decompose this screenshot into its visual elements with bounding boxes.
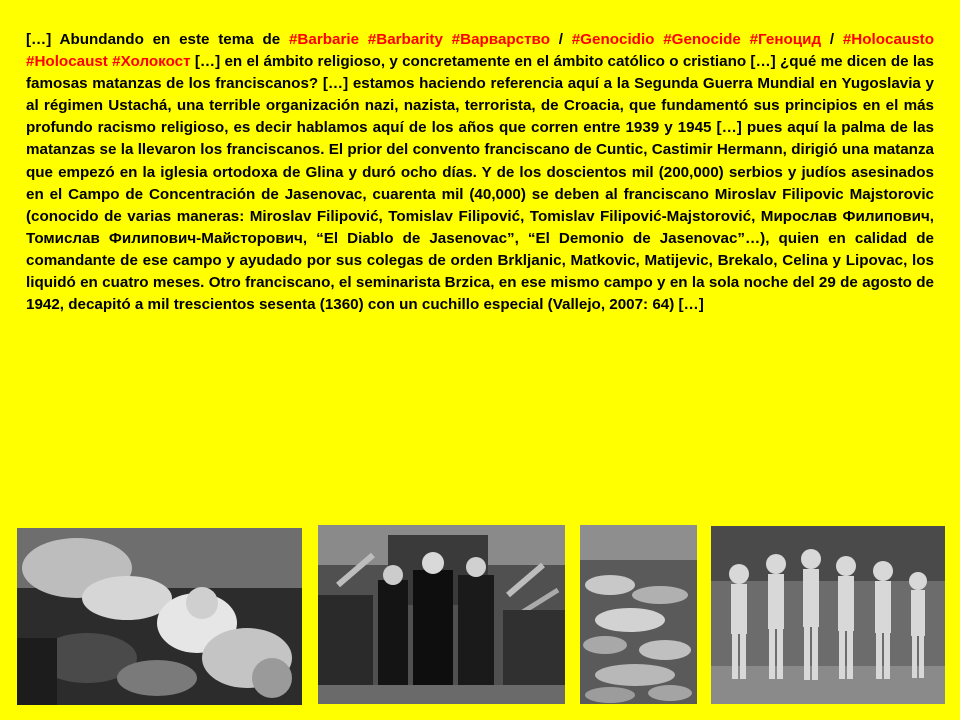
- text-body: […] en el ámbito religioso, y concretamente en el ámbito católico o cristiano […] ¿qué me dicen de las famosas matanzas de los franciscanos? […] estamos haciendo referencia aquí a la Segunda Guerra Mundial en Yugoslavia y al régimen Ustachá, una terrible organización nazi, nazista, terrorista, de Croacia, que fundamentó sus principios en el más profundo racismo religioso, es decir hablamos aquí de los años que corren entre 1939 y 1945 […] pues aquí la palma de las matanzas se la llevaron los franciscanos. El prior del convento franciscano de Cuntic, Castimir Hermann, dirigió una matanza que empezó en la iglesia ortodoxa de Glina y duró ocho días. Y de los doscientos mil (200,000) serbios y judíos asesinados en el Campo de Concentración de Jasenovac, cuarenta mil (40,000) se deben al franciscano Miroslav Filipovic Majstorovic (conocido de varias maneras: Miroslav Filipović, Tomislav Filipović, Tomislav Filipović-Majstorović, Мирослав Филипович, Томислав Филипович-Майсторович, “El Diablo de Jasenovac”, “El Demonio de Jasenovac”…), quien en calidad de comandante de ese campo y ayudado por sus colegas de orden Brkljanic, Matkovic, Matijevic, Brekalo, Celina y Lipovac, los liquidó en cuatro meses. Otro franciscano, el seminarista Brzica, en ese mismo campo y en la sola noche del 29 de agosto de 1942, decapitó a mil trescientos sesenta (1360) con un cuchillo especial (Vallejo, 2007: 64) […]: [26, 53, 934, 314]
- photo-victims-bodies: [17, 528, 302, 705]
- hashtag-holocausto[interactable]: #Holocausto #Holocaust #Холокост: [26, 31, 934, 71]
- photo-clergy-salute: [318, 525, 565, 704]
- text-intro: […] Abundando en este tema de: [26, 31, 289, 48]
- hashtag-barbarie[interactable]: #Barbarie #Barbarity #Варварство: [288, 31, 550, 48]
- photo-starved-children: [711, 526, 945, 704]
- text-separator: /: [821, 31, 843, 48]
- article-text: [26, 29, 934, 316]
- hashtag-genocidio[interactable]: #Genocidio #Genocide #Геноцид: [571, 31, 822, 48]
- photo-pile-of-bodies: [580, 525, 697, 704]
- text-separator: /: [549, 31, 572, 48]
